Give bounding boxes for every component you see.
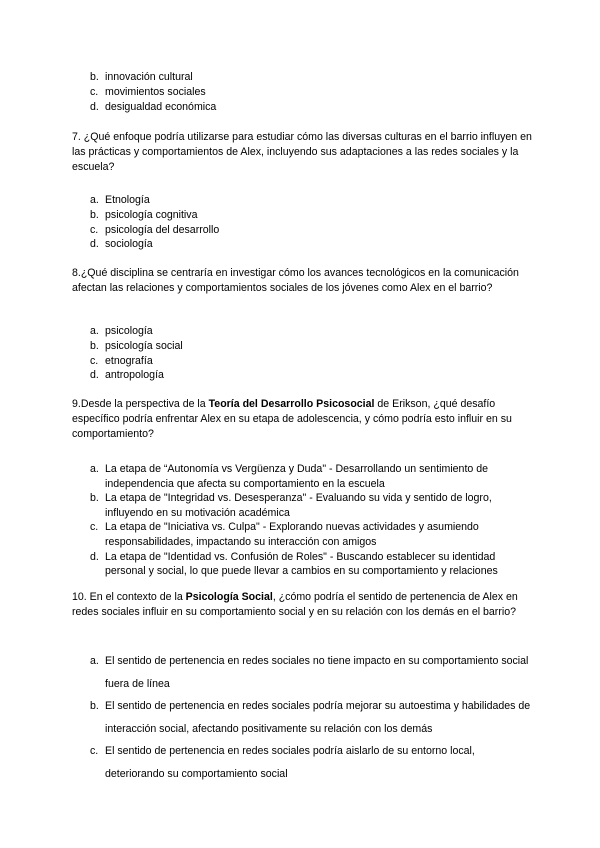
option-text: movimientos sociales xyxy=(105,85,206,98)
question-10-bold-term: Psicología Social xyxy=(185,591,273,603)
question-9-options xyxy=(72,462,532,579)
option-letter: d. xyxy=(90,100,99,113)
option-letter: d. xyxy=(90,238,99,251)
list-item xyxy=(72,368,183,383)
option-text: innovación cultural xyxy=(105,71,193,83)
option-letter: c. xyxy=(90,223,99,236)
option-letter: b. xyxy=(90,700,99,712)
option-letter: a. xyxy=(90,463,99,475)
list-item xyxy=(72,85,216,100)
option-letter: c. xyxy=(90,354,99,367)
question-9-text xyxy=(72,397,532,441)
option-letter: c. xyxy=(90,745,99,757)
option-letter: c. xyxy=(90,521,99,534)
list-item xyxy=(72,740,532,785)
list-item xyxy=(72,650,532,695)
question-7-options xyxy=(72,193,219,252)
question-9-prefix: 9.Desde la perspectiva de la xyxy=(72,398,209,410)
option-letter: d. xyxy=(90,550,99,563)
option-letter: a. xyxy=(90,325,99,337)
list-item xyxy=(72,100,216,115)
list-item xyxy=(72,339,183,354)
list-item xyxy=(72,462,532,491)
option-text: La etapa de "Integridad vs. Desesperanza" - Evaluando su vida y sentido de logro, influyendo en su motivación académica xyxy=(105,492,492,519)
option-text: desigualdad económica xyxy=(105,100,217,113)
option-text: El sentido de pertenencia en redes sociales no tiene impacto en su comportamiento social fuera de línea xyxy=(105,655,529,690)
question-10-text xyxy=(72,590,532,620)
question-10-prefix: 10. En el contexto de la xyxy=(72,591,186,603)
option-text: El sentido de pertenencia en redes sociales podría mejorar su autoestima y habilidades de interacción social, afectando positivamente su relación con los demás xyxy=(105,700,531,735)
list-item xyxy=(72,520,532,549)
option-text: El sentido de pertenencia en redes sociales podría aislarlo de su entorno local, deteriorando su comportamiento social xyxy=(105,745,475,780)
list-item xyxy=(72,208,219,223)
question-8-text: 8.¿Qué disciplina se centraría en investigar cómo los avances tecnológicos en la comunicación afectan las relaciones y comportamientos sociales de los jóvenes como Alex en el barrio? xyxy=(72,267,519,294)
list-item xyxy=(72,324,183,339)
option-letter: b. xyxy=(90,339,99,352)
option-text: Etnología xyxy=(105,194,150,206)
question-10-options xyxy=(72,650,532,785)
option-text: antropología xyxy=(105,369,164,382)
option-text: La etapa de “Autonomía vs Vergüenza y Duda" - Desarrollando un sentimiento de independencia que afecta su comportamiento en la escuela xyxy=(105,463,489,490)
option-text: psicología cognitiva xyxy=(105,208,198,221)
list-item xyxy=(72,354,183,369)
option-text: La etapa de "Identidad vs. Confusión de Roles" - Buscando establecer su identidad personal y social, lo que puede llevar a cambios en su comportamiento y relaciones xyxy=(105,550,498,578)
list-item xyxy=(72,70,216,85)
question-10-suffix: , ¿cómo podría el sentido de pertenencia de Alex en redes sociales influir en su comportamiento social y en su relación con los demás en el barrio? xyxy=(72,591,518,618)
option-letter: d. xyxy=(90,369,99,382)
option-letter: c. xyxy=(90,85,99,98)
question-7-text: 7. ¿Qué enfoque podría utilizarse para estudiar cómo las diversas culturas en el barrio influyen en las prácticas y comportamientos de Alex, incluyendo sus adaptaciones a las redes sociales y la escuela? xyxy=(72,131,532,173)
option-letter: b. xyxy=(90,208,99,221)
list-item xyxy=(72,695,532,740)
option-text: La etapa de "Iniciativa vs. Culpa" - Explorando nuevas actividades y asumiendo responsabilidades, impactando su interacción con amigos xyxy=(105,521,479,548)
question-8-options xyxy=(72,324,183,383)
continued-options-list xyxy=(72,70,216,114)
list-item xyxy=(72,237,219,252)
option-letter: b. xyxy=(90,71,99,83)
question-9-suffix: de Erikson, ¿qué desafío específico podría enfrentar Alex en su etapa de adolescencia, y cómo podría esto influir en su comportamiento? xyxy=(72,398,512,440)
option-text: etnografía xyxy=(105,354,153,367)
question-9-bold-term: Teoría del Desarrollo Psicosocial xyxy=(208,398,375,410)
option-text: sociología xyxy=(105,238,153,251)
option-letter: a. xyxy=(90,194,99,206)
list-item xyxy=(72,223,219,238)
option-text: psicología social xyxy=(105,339,183,352)
option-text: psicología xyxy=(105,325,153,337)
list-item xyxy=(72,550,532,579)
list-item xyxy=(72,491,532,520)
list-item xyxy=(72,193,219,208)
option-letter: b. xyxy=(90,492,99,505)
option-letter: a. xyxy=(90,655,99,667)
option-text: psicología del desarrollo xyxy=(105,223,220,236)
